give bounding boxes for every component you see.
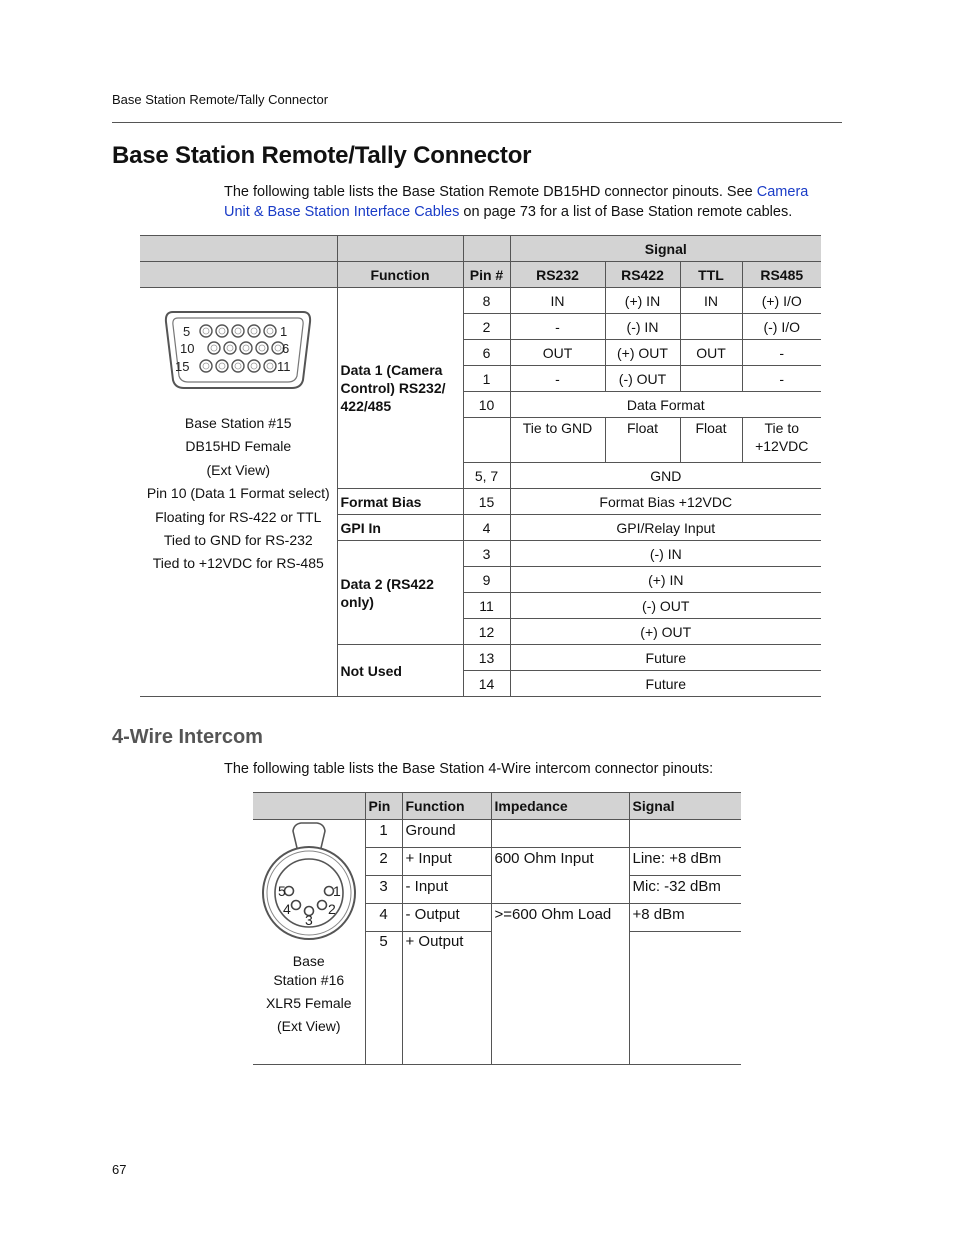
- pin-header: Pin #: [463, 262, 510, 288]
- section-title-intercom: 4-Wire Intercom: [112, 726, 263, 748]
- pin-cell: 10: [463, 392, 510, 418]
- svg-text:15: 15: [175, 359, 190, 374]
- intro-text-after: on page 73 for a list of Base Station remote cables.: [459, 204, 793, 220]
- function-header: Function: [402, 793, 491, 820]
- table-row: Data 2 (RS422 only) 3 (-) IN: [140, 541, 821, 567]
- table-row: Tie to GND Float Float Tie to +12VDC: [140, 418, 821, 463]
- pin-cell: 4: [365, 904, 402, 932]
- pin-cell: 4: [463, 515, 510, 541]
- impedance-cell: [491, 820, 629, 848]
- table-row: 1 - (-) OUT -: [140, 366, 821, 392]
- pin-cell: 3: [463, 541, 510, 567]
- function-cell: + Input: [402, 848, 491, 876]
- pin-cell: 6: [463, 340, 510, 366]
- function-format-bias: Format Bias: [337, 489, 463, 515]
- pin-cell: 9: [463, 567, 510, 593]
- impedance-cell: 600 Ohm Input: [491, 848, 629, 904]
- db15-connector-icon: [163, 306, 313, 396]
- intercom-pinout-table: [253, 792, 741, 1065]
- pin-cell: 2: [463, 314, 510, 340]
- function-header: Function: [337, 262, 463, 288]
- camera-interface-cables-link[interactable]: Camera Unit & Base Station Interface Cables: [224, 184, 809, 220]
- xlr5-connector-icon: [259, 821, 359, 943]
- signal-cell: Mic: -32 dBm: [629, 876, 741, 904]
- pin-cell: [463, 418, 510, 463]
- pin-cell: 5: [365, 932, 402, 1065]
- table-row: 10 Data Format: [140, 392, 821, 418]
- table-header-row: [253, 793, 741, 820]
- signal-cell: Line: +8 dBm: [629, 848, 741, 876]
- page-number: 67: [112, 1162, 127, 1177]
- svg-text:5: 5: [277, 883, 286, 899]
- rs422-header: RS422: [605, 262, 680, 288]
- table-row: Format Bias 15 Format Bias +12VDC: [140, 489, 821, 515]
- intercom-intro: The following table lists the Base Station 4-Wire intercom connector pinouts:: [224, 761, 714, 777]
- svg-text:11: 11: [277, 359, 291, 374]
- pin-cell: 11: [463, 593, 510, 619]
- pin-cell: 8: [463, 288, 510, 314]
- signal-header: Signal: [629, 793, 741, 820]
- table-row: 12 (+) OUT: [140, 619, 821, 645]
- table-row: 14 Future: [140, 671, 821, 697]
- table-row: 11 (-) OUT: [140, 593, 821, 619]
- svg-text:4: 4: [282, 901, 291, 917]
- svg-text:3: 3: [304, 912, 313, 928]
- table-row: 5, 7 GND: [140, 463, 821, 489]
- intro-paragraph: [224, 182, 838, 222]
- function-not-used: Not Used: [337, 645, 463, 697]
- table-header-row: [140, 236, 821, 262]
- impedance-cell: >=600 Ohm Load: [491, 904, 629, 1065]
- pin-cell: 5, 7: [463, 463, 510, 489]
- table-row: Not Used 13 Future: [140, 645, 821, 671]
- section-title-remote-tally: Base Station Remote/Tally Connector: [112, 142, 532, 169]
- pin-cell: 1: [365, 820, 402, 848]
- impedance-header: Impedance: [491, 793, 629, 820]
- pin-cell: 15: [463, 489, 510, 515]
- table-header-row: [140, 262, 821, 288]
- table-row: 2 - (-) IN (-) I/O: [140, 314, 821, 340]
- function-gpi-in: GPI In: [337, 515, 463, 541]
- ttl-header: TTL: [680, 262, 742, 288]
- pin-cell: 13: [463, 645, 510, 671]
- function-cell: + Output: [402, 932, 491, 1065]
- signal-cell: [629, 820, 741, 848]
- table-row: 6 OUT (+) OUT OUT -: [140, 340, 821, 366]
- svg-text:1: 1: [280, 324, 288, 339]
- pin-cell: 1: [463, 366, 510, 392]
- db15-caption: Base Station #15 DB15HD Female (Ext View) Pin 10 (Data 1 Format select) Floating for RS-422 or TTL Tied to GND for RS-232 Tied to +12VDC for RS-485: [146, 415, 330, 572]
- svg-text:1: 1: [332, 883, 341, 899]
- xlr5-caption: Base Station #16 XLR5 Female (Ext View): [265, 953, 352, 1034]
- intro-text-before: The following table lists the Base Station Remote DB15HD connector pinouts. See: [224, 184, 757, 200]
- signal-cell: +8 dBm: [629, 904, 741, 932]
- rs485-header: RS485: [742, 262, 821, 288]
- table-row: GPI In 4 GPI/Relay Input: [140, 515, 821, 541]
- svg-text:2: 2: [327, 901, 336, 917]
- connector-cell: [140, 288, 337, 697]
- svg-text:10: 10: [180, 341, 195, 356]
- pin-header: Pin: [365, 793, 402, 820]
- pin-cell: 12: [463, 619, 510, 645]
- table-row: 9 (+) IN: [140, 567, 821, 593]
- svg-text:5: 5: [183, 324, 191, 339]
- signal-group-header: Signal: [510, 236, 821, 262]
- function-data1: Data 1 (Camera Control) RS232/ 422/485: [337, 288, 463, 489]
- signal-cell: [629, 932, 741, 1065]
- rs232-header: RS232: [510, 262, 605, 288]
- function-cell: - Input: [402, 876, 491, 904]
- header-rule: [112, 122, 842, 123]
- pin-cell: 3: [365, 876, 402, 904]
- connector-cell: [253, 820, 365, 1065]
- function-data2: Data 2 (RS422 only): [337, 541, 463, 645]
- pin-cell: 2: [365, 848, 402, 876]
- remote-pinout-table: [140, 235, 821, 697]
- pin-cell: 14: [463, 671, 510, 697]
- table-row: 5 1 10 6 15 11 Base Station #15 DB15HD Female (Ext View) Pin 10 (Data 1 Format select) Floating for RS-422 or TTL Tied to GND for RS-232 Tied to +12VDC for RS-485 Data 1 (Camera Control) RS232/ 422/485 8 IN (+) IN IN (+) I/O: [140, 288, 821, 314]
- svg-text:6: 6: [282, 341, 290, 356]
- function-cell: - Output: [402, 904, 491, 932]
- table-row: [253, 820, 741, 848]
- running-header: Base Station Remote/Tally Connector: [112, 92, 329, 107]
- function-cell: Ground: [402, 820, 491, 848]
